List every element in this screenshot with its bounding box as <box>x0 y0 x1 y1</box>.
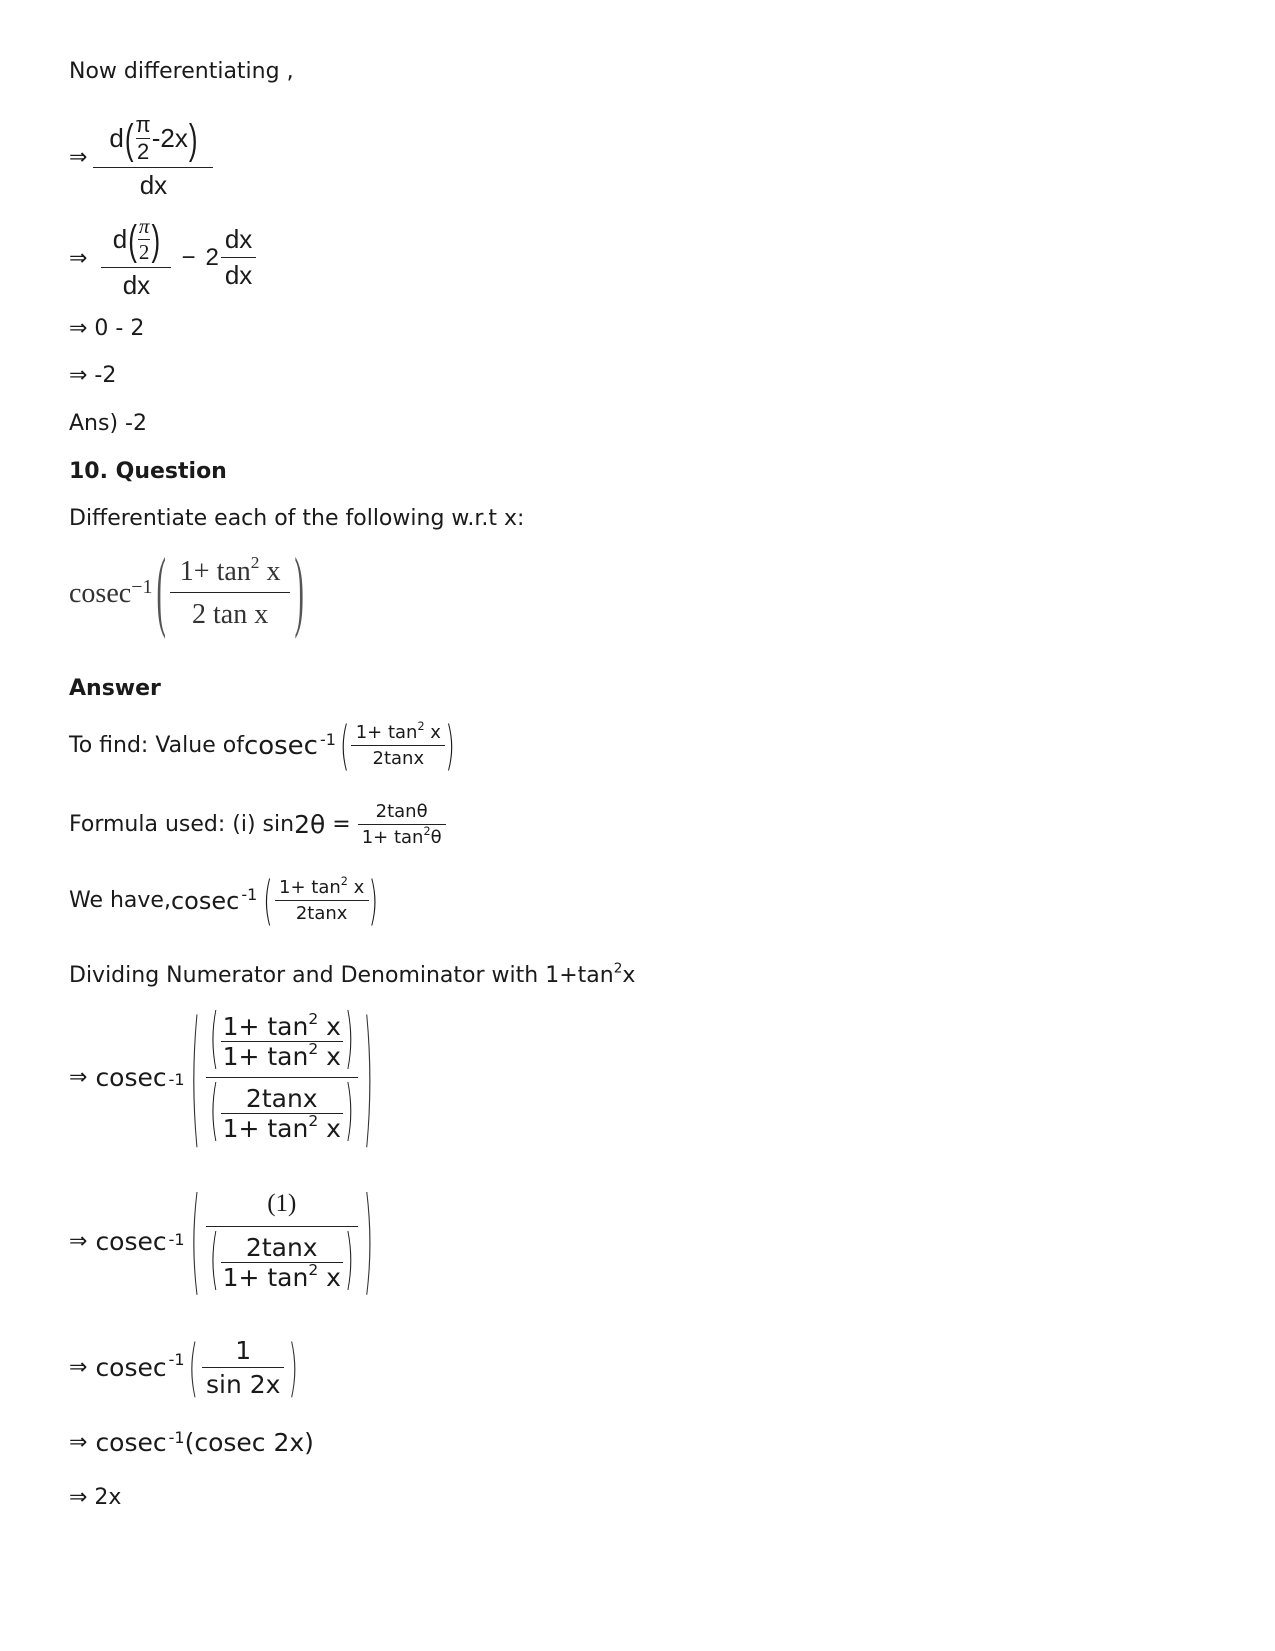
square-exponent: 2 <box>250 552 260 572</box>
inverse-exponent: -1 <box>168 1428 185 1447</box>
formula-fraction <box>358 801 446 848</box>
implies-arrow: ⇒ <box>69 1430 88 1455</box>
cosec-fn: cosec <box>95 1063 167 1092</box>
implies-arrow: ⇒ <box>69 143 88 169</box>
numerator-text: 2tanx <box>245 1084 318 1113</box>
numerator-x: x <box>318 1012 341 1041</box>
square-exponent: 2 <box>308 1040 319 1059</box>
paren-open: ( <box>128 215 137 264</box>
fraction <box>275 877 369 924</box>
denominator-x: x <box>318 1263 341 1292</box>
denominator-text: 1+ tan <box>222 1263 309 1292</box>
intro-text: Now differentiating , <box>69 59 294 84</box>
question-heading: 10. Question <box>69 459 227 484</box>
square-exponent: 2 <box>417 720 425 734</box>
one-over-sin-step <box>69 1331 298 1404</box>
square-exponent: 2 <box>308 1112 319 1131</box>
square-exponent: 2 <box>340 875 348 889</box>
pi-over-two <box>138 214 151 265</box>
coefficient: 2 <box>205 243 219 271</box>
implies-arrow: ⇒ <box>69 1355 88 1380</box>
theta: θ <box>430 827 442 848</box>
paren-close: ) <box>363 990 373 1165</box>
inverse-exponent: -1 <box>168 1350 185 1369</box>
paren-open: ( <box>209 1074 219 1150</box>
lower-fraction <box>221 1084 343 1143</box>
final-result: ⇒ 2x <box>69 1485 122 1510</box>
derivative-step-2 <box>69 214 256 301</box>
inverse-exponent: -1 <box>168 1070 185 1089</box>
formula-label: Formula used: (i) sin <box>69 811 295 837</box>
two: 2 <box>138 240 150 264</box>
formula-line <box>69 801 446 848</box>
paren-close: ) <box>188 114 198 163</box>
derivative-step-1 <box>69 112 213 201</box>
square-exponent: 2 <box>308 1010 319 1029</box>
paren-close: ) <box>368 869 379 932</box>
paren-open: ( <box>188 1331 198 1404</box>
numerator-text: 1+ tan <box>355 722 418 743</box>
sin-2x-denominator: sin 2x <box>202 1367 284 1399</box>
numerator-x: x <box>424 722 441 743</box>
square-exponent: 2 <box>423 825 431 839</box>
step-3: ⇒ 0 - 2 <box>69 316 145 341</box>
implies-arrow: ⇒ <box>69 244 88 270</box>
inverse-exponent: −1 <box>131 576 153 598</box>
nested-fraction-step <box>69 990 373 1165</box>
inverse-exponent: -1 <box>319 730 336 749</box>
numerator-text: 1+ tan <box>179 556 251 587</box>
implies-arrow: ⇒ <box>69 1065 88 1090</box>
numerator-x: x <box>259 556 281 587</box>
answer-previous: Ans) -2 <box>69 411 147 436</box>
paren-close: ) <box>294 542 304 642</box>
fraction <box>170 552 291 631</box>
square-exponent: 2 <box>308 1261 319 1280</box>
paren-close: ) <box>288 1331 298 1404</box>
pi: π <box>135 112 151 137</box>
to-find-line <box>69 714 455 777</box>
dividing-text: Dividing Numerator and Denominator with 1+tan <box>69 963 614 988</box>
implies-arrow: ⇒ <box>69 1228 88 1254</box>
square-exponent: 2 <box>613 960 623 977</box>
paren-close: ) <box>151 215 161 264</box>
denominator-x: x <box>318 1114 341 1143</box>
paren-open: ( <box>124 114 134 163</box>
equals-sign: = <box>325 811 358 837</box>
dx-denominator: dx <box>221 257 256 291</box>
paren-open: ( <box>339 714 350 777</box>
dx-numerator: dx <box>224 224 253 254</box>
one-numerator: (1) <box>267 1190 297 1217</box>
upper-fraction <box>221 1012 343 1071</box>
dx-denominator: dx <box>93 167 213 201</box>
we-have-line <box>69 869 379 932</box>
denominator-text: 1+ tan <box>222 1042 309 1071</box>
denominator-text: 2tanx <box>275 900 369 924</box>
numerator-text: 1+ tan <box>279 877 341 898</box>
question-prompt: Differentiate each of the following w.r.t x: <box>69 506 525 531</box>
minus-sign: − <box>181 243 196 271</box>
outer-fraction <box>206 1190 358 1299</box>
paren-close: ) <box>344 1074 354 1150</box>
numerator-text: 2tanx <box>245 1233 318 1262</box>
d-operator: d <box>112 224 128 254</box>
fraction <box>202 1336 284 1399</box>
paren-close: ) <box>363 1173 373 1309</box>
d-operator: d <box>109 123 124 153</box>
formula-denominator: 1+ tan <box>361 827 424 848</box>
dx-denominator: dx <box>101 267 171 301</box>
paren-close: ) <box>344 1223 354 1299</box>
paren-close: ) <box>344 1002 354 1078</box>
fraction <box>93 112 213 201</box>
cosec-fn: cosec <box>95 1226 167 1256</box>
paren-open: ( <box>209 1002 219 1078</box>
paren-open: ( <box>263 869 273 932</box>
numerator-x: x <box>347 877 365 898</box>
fraction-pi-half <box>101 214 171 301</box>
step-4: ⇒ -2 <box>69 363 117 388</box>
minus-2x: -2x <box>151 123 188 153</box>
paren-open: ( <box>190 1173 200 1309</box>
denominator-text: 2tanx <box>351 745 445 769</box>
one-numerator: 1 <box>235 1336 252 1365</box>
paren-open: ( <box>156 542 166 642</box>
dx-over-dx <box>221 224 256 291</box>
we-have-label: We have, <box>69 887 171 913</box>
outer-fraction <box>206 1002 358 1150</box>
dividing-x: x <box>622 963 636 988</box>
cosec-fn: cosec <box>69 577 132 609</box>
cosec-inverse-step <box>69 1428 314 1457</box>
paren-open: ( <box>190 990 200 1165</box>
denominator-x: x <box>318 1042 341 1071</box>
question-expression <box>69 542 304 642</box>
lower-fraction <box>221 1233 343 1292</box>
cosec-fn: cosec <box>243 730 318 761</box>
paren-close: ) <box>445 714 455 777</box>
denominator-text: 2 tan x <box>170 592 290 631</box>
pi: π <box>138 214 150 238</box>
two-theta: 2θ <box>294 810 326 839</box>
to-find-label: To find: Value of <box>69 732 244 758</box>
pi-over-two <box>135 112 152 165</box>
denominator-text: 1+ tan <box>222 1114 309 1143</box>
cosec-2x: (cosec 2x) <box>184 1428 314 1457</box>
answer-heading: Answer <box>69 676 161 701</box>
paren-open: ( <box>209 1223 219 1299</box>
inverse-exponent: -1 <box>168 1230 185 1249</box>
cosec-fn: cosec <box>170 886 240 915</box>
one-over-fraction-step <box>69 1173 373 1309</box>
cosec-fn: cosec <box>95 1428 167 1457</box>
two: 2 <box>136 139 150 164</box>
numerator-text: 1+ tan <box>222 1012 309 1041</box>
cosec-fn: cosec <box>95 1353 167 1382</box>
formula-numerator: 2tanθ <box>375 801 428 822</box>
dividing-line <box>69 962 635 990</box>
inverse-exponent: -1 <box>241 885 258 904</box>
fraction <box>351 722 445 769</box>
